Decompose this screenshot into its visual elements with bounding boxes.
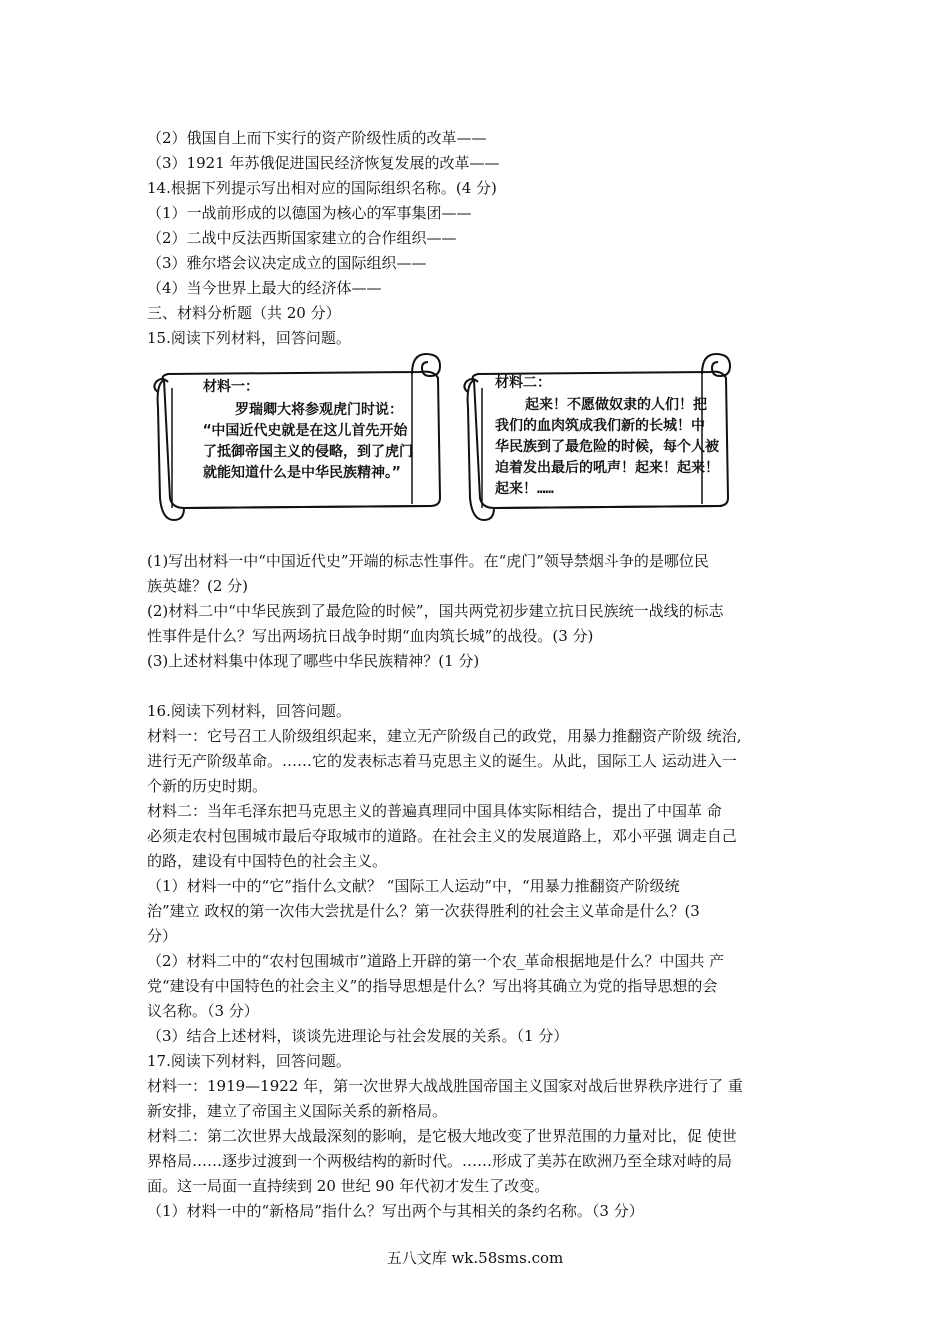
- line-top-0: （2）俄国自上而下实行的资产阶级性质的改革——: [147, 129, 487, 147]
- q16-material1-line-b: 进行无产阶级革命。……它的发表标志着马克思主义的诞生。从此，国际工人 运动进入一: [147, 752, 737, 770]
- page-footer: 五八文库 wk.58sms.com: [386, 1249, 564, 1267]
- line-top-1: （3）1921 年苏俄促进国民经济恢复发展的改革——: [147, 154, 500, 172]
- scroll-one-line-3: 就能知道什么是中华民族精神。”: [203, 465, 401, 481]
- q16-part1-line-c: 分）: [147, 927, 178, 945]
- q16-part2-line-b: 党“建设有中国特色的社会主义”的指导思想是什么？写出将其确立为党的指导思想的会: [147, 977, 718, 995]
- scroll-one-line-1: “中国近代史就是在这儿首先开始: [203, 423, 408, 439]
- q15-part1-line-a: (1)写出材料一中“中国近代史”开端的标志性事件。在“虎门”领导禁烟斗争的是哪位民: [147, 552, 709, 570]
- q16-material1-line-c: 个新的历史时期。: [147, 777, 268, 795]
- scroll-two-line-3: 迫着发出最后的吼声！起来！起来！: [495, 460, 719, 476]
- q15-part2-line-b: 性事件是什么？写出两场抗日战争时期“血肉筑长城”的战役。(3 分): [147, 627, 594, 645]
- q15-part3-line: (3)上述材料集中体现了哪些中华民族精神？(1 分): [147, 652, 480, 670]
- scroll-one-line-0: 罗瑞卿大将参观虎门时说：: [235, 402, 403, 418]
- scroll-two-line-2: 华民族到了最危险的时候，每个人被: [495, 439, 719, 455]
- q16-part1-line-a: （1）材料一中的“它”指什么文献？ “国际工人运动”中，“用暴力推翻资产阶级统: [147, 877, 680, 895]
- q16-material1-line-a: 材料一：它号召工人阶级组织起来，建立无产阶级自己的政党，用暴力推翻资产阶级 统治,: [147, 727, 742, 745]
- question-17-heading: 17.阅读下列材料，回答问题。: [147, 1052, 351, 1070]
- scroll-two-title: 材料二：: [495, 375, 551, 391]
- question-16-heading: 16.阅读下列材料，回答问题。: [147, 702, 351, 720]
- q17-material1-line-b: 新安排，建立了帝国主义国际关系的新格局。: [147, 1102, 448, 1120]
- scroll-one-line-2: 了抵御帝国主义的侵略，到了虎门: [203, 444, 413, 460]
- q17-part1-line: （1）材料一中的“新格局”指什么？写出两个与其相关的条约名称。（3 分）: [147, 1202, 644, 1220]
- line-top-3: （1）一战前形成的以德国为核心的军事集团——: [147, 204, 472, 222]
- scroll-two-line-4: 起来！……: [495, 481, 554, 497]
- q16-part3-line: （3）结合上述材料，谈谈先进理论与社会发展的关系。（1 分）: [147, 1027, 569, 1045]
- q17-material1-line-a: 材料一：1919—1922 年，第一次世界大战战胜国帝国主义国家对战后世界秩序进行了 重: [147, 1077, 743, 1095]
- line-top-6: （4）当今世界上最大的经济体——: [147, 279, 382, 297]
- q15-part1-line-b: 族英雄？(2 分): [147, 577, 249, 595]
- q15-part2-line-a: (2)材料二中“中华民族到了最危险的时候”，国共两党初步建立抗日民族统一战线的标志: [147, 602, 724, 620]
- q16-part1-line-b: 治”建立 政权的第一次伟大尝扰是什么？第一次获得胜利的社会主义革命是什么？(3: [147, 902, 700, 920]
- q16-material2-line-a: 材料二：当年毛泽东把马克思主义的普遍真理同中国具体实际相结合，提出了中国革 命: [147, 802, 722, 820]
- question-14-heading: 14.根据下列提示写出相对应的国际组织名称。(4 分): [147, 179, 497, 197]
- line-top-5: （3）雅尔塔会议决定成立的国际组织——: [147, 254, 427, 272]
- scroll-two-line-0: 起来！不愿做奴隶的人们！把: [525, 397, 707, 413]
- scroll-one-title: 材料一：: [203, 379, 259, 395]
- q17-material2-line-a: 材料二：第二次世界大战最深刻的影响，是它极大地改变了世界范围的力量对比，促 使世: [147, 1127, 737, 1145]
- q16-material2-line-c: 的路，建设有中国特色的社会主义。: [147, 852, 388, 870]
- section-three-heading: 三、材料分析题（共 20 分）: [147, 304, 341, 322]
- q17-material2-line-c: 面。这一局面一直持续到 20 世纪 90 年代初才发生了改变。: [147, 1177, 550, 1195]
- q16-part2-line-c: 议名称。（3 分）: [147, 1002, 259, 1020]
- question-15-heading: 15.阅读下列材料，回答问题。: [147, 329, 351, 347]
- scroll-two-line-1: 我们的血肉筑成我们新的长城！中: [495, 418, 705, 434]
- q16-material2-line-b: 必须走农村包围城市最后夺取城市的道路。在社会主义的发展道路上，邓小平强 调走自己: [147, 827, 737, 845]
- q17-material2-line-b: 界格局……逐步过渡到一个两极结构的新时代。……形成了美苏在欧洲乃至全球对峙的局: [147, 1152, 733, 1170]
- q16-part2-line-a: （2）材料二中的“农村包围城市”道路上开辟的第一个农_革命根据地是什么？中国共 产: [147, 952, 725, 970]
- line-top-4: （2）二战中反法西斯国家建立的合作组织——: [147, 229, 457, 247]
